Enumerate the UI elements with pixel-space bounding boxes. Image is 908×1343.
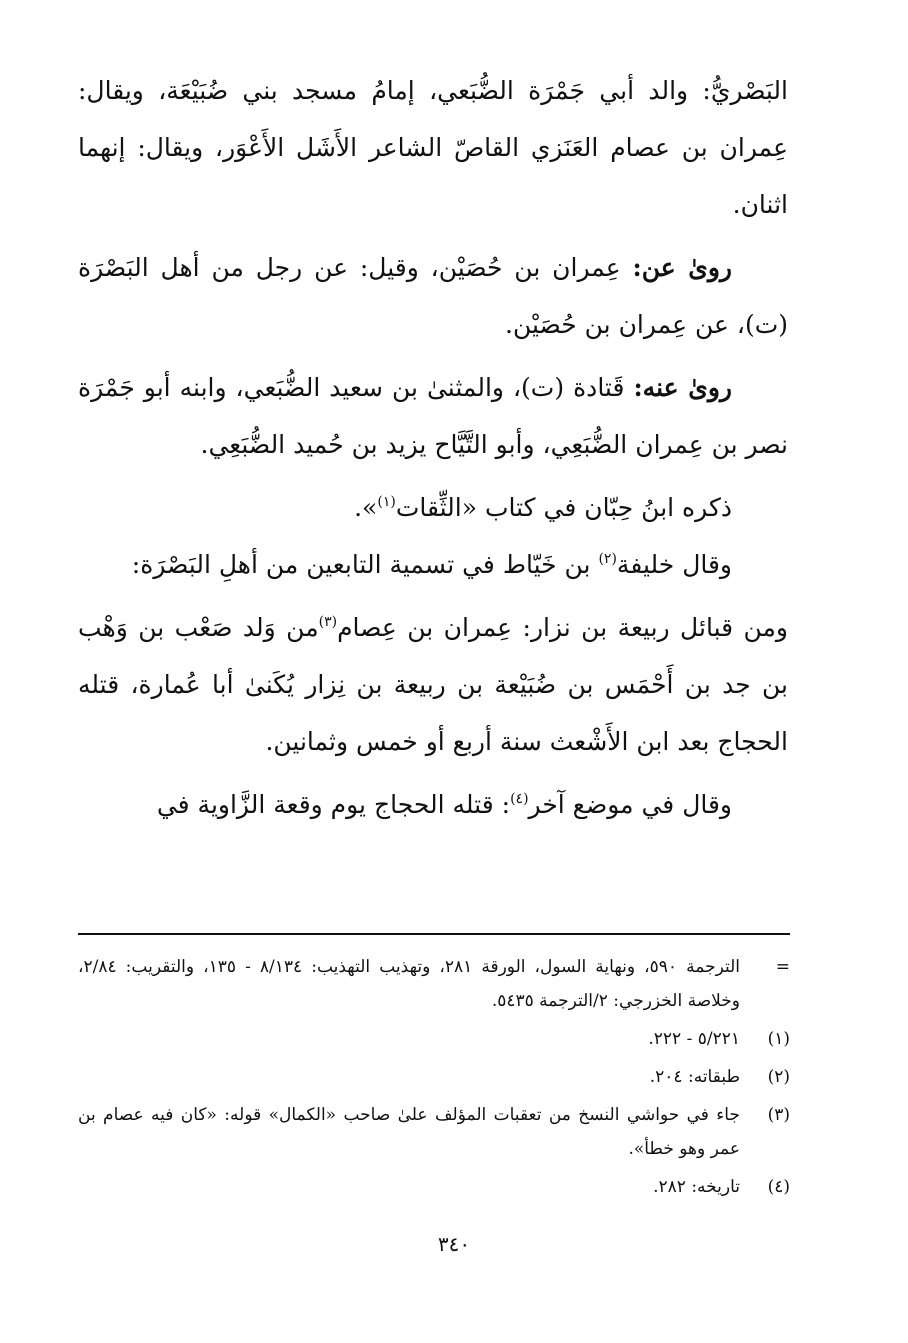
footnote-text: تاريخه: ٢٨٢. — [653, 1177, 740, 1197]
footnote-3 — [78, 1098, 790, 1166]
footnote-divider — [78, 933, 790, 935]
footnote-ref-3[interactable]: (٣) — [318, 614, 338, 630]
paragraph-quote — [78, 599, 788, 770]
paragraph-narrated-by — [78, 359, 788, 473]
footnote-marker: (١) — [767, 1029, 790, 1049]
footnote-marker: (٤) — [767, 1177, 790, 1197]
footnote-text: طبقاته: ٢٠٤. — [649, 1067, 740, 1087]
footnote-1 — [78, 1022, 790, 1056]
footnote-text: جاء في حواشي النسخ من تعقبات المؤلف علىٰ صاحب «الكمال» قوله: «كان فيه عصام بن عمر وهو خطأ». — [78, 1105, 740, 1159]
paragraph-ibn-hibban — [78, 479, 788, 536]
footnote-marker: = — [775, 957, 790, 977]
footnote-2 — [78, 1060, 790, 1094]
footnotes — [78, 950, 790, 1208]
other-place-text: وقال في موضع آخر — [528, 790, 732, 819]
narrated-by-text: قَتادة (ت)، والمثنىٰ بن سعيد الضُّبَعي، وابنه أبو جَمْرَة نصر بن عِمران الضُّبَعِي، وأبو التَّيَّاح يزيد بن حُميد الضُّبَعِي. — [78, 373, 788, 459]
footnote-continued — [78, 950, 790, 1018]
footnote-ref-4[interactable]: (٤) — [510, 791, 529, 807]
quote-end: من وَلد صَعْب بن وَهْب بن جد بن أَحْمَس بن ضُبَيْعة بن ربيعة بن نِزار يُكَنىٰ أبا عُمارة، قتله الحجاج بعد ابن الأَشْعث سنة أربع أو خمس وثمانين. — [78, 613, 788, 756]
ibn-hibban-end: ». — [354, 493, 378, 522]
footnote-4 — [78, 1170, 790, 1204]
narrated-from-text: عِمران بن حُصَيْن، وقيل: عن رجل من أهل البَصْرَة (ت)، عن عِمران بن حُصَيْن. — [78, 253, 788, 339]
ibn-hibban-text: ذكره ابنُ حِبّان في كتاب «الثِّقات — [395, 493, 732, 522]
paragraph-khalifa — [78, 536, 788, 593]
footnote-ref-2[interactable]: (٢) — [598, 551, 617, 567]
narrated-from-label: روىٰ عن: — [632, 253, 732, 282]
khalifa-end: بن خَيّاط في تسمية التابعين من أهلِ البَصْرَة: — [131, 550, 599, 579]
footnote-text: الترجمة ٥٩٠، ونهاية السول، الورقة ٢٨١، وتهذيب التهذيب: ٨/١٣٤ - ١٣٥، والتقريب: ٢/٨٤، وخلاصة الخزرجي: ٢/الترجمة ٥٤٣٥. — [78, 957, 740, 1011]
paragraph-other-place — [78, 776, 788, 833]
narrated-by-label: روىٰ عنه: — [633, 373, 733, 402]
paragraph-1: البَصْريُّ: والد أبي جَمْرَة الضُّبَعي، إمامُ مسجد بني ضُبَيْعَة، ويقال: عِمران بن عصام العَنَزي القاصّ الشاعر الأَشَل الأَعْوَر، ويقال: إنهما اثنان. — [78, 76, 788, 219]
page-number: ٣٤٠ — [437, 1232, 471, 1256]
other-place-end: : قتله الحجاج يوم وقعة الزَّاوية في — [156, 790, 511, 819]
footnote-text: ٥/٢٢١ - ٢٢٢. — [648, 1029, 740, 1049]
quote-text: ومن قبائل ربيعة بن نزار: عِمران بن عِصام — [337, 613, 788, 642]
khalifa-text: وقال خليفة — [616, 550, 732, 579]
footnote-ref-1[interactable]: (١) — [377, 494, 396, 510]
paragraph-narrated-from — [78, 239, 788, 353]
footnote-marker: (٣) — [767, 1105, 790, 1125]
main-text — [78, 62, 788, 833]
footnote-marker: (٢) — [767, 1067, 790, 1087]
